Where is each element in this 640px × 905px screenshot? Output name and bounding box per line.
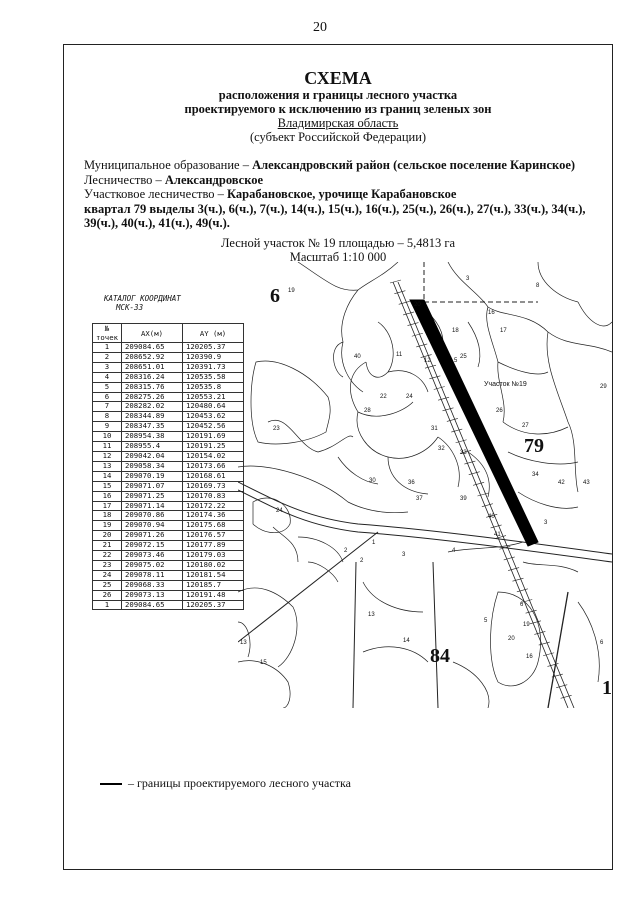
cell-point: 6 <box>93 392 122 402</box>
cell-x: 208651.01 <box>122 362 183 372</box>
vydel-number: 27 <box>522 423 529 429</box>
vydel-number: 3 <box>466 276 470 282</box>
vydel-number: 8 <box>536 283 540 289</box>
cell-x: 208275.26 <box>122 392 183 402</box>
cell-point: 18 <box>93 511 122 521</box>
cell-x: 208344.89 <box>122 412 183 422</box>
table-row <box>93 461 244 471</box>
vydel-number: 19 <box>523 622 530 628</box>
vydel-number: 16 <box>488 310 495 316</box>
vydel-number: 3 <box>544 520 548 526</box>
forestry-line <box>84 173 604 188</box>
cell-point: 20 <box>93 531 122 541</box>
vydel-number: 13 <box>240 640 247 646</box>
forest-map <box>238 262 612 708</box>
table-row <box>93 362 244 372</box>
cell-y: 120191.25 <box>183 442 244 452</box>
cell-point: 22 <box>93 551 122 561</box>
cell-x: 209078.11 <box>122 570 183 580</box>
cell-y: 120391.73 <box>183 362 244 372</box>
vydel-number: 5 <box>484 618 488 624</box>
vydel-number: 14 <box>403 638 410 644</box>
quarter-label-84: 84 <box>430 645 450 667</box>
vydel-number: 16 <box>526 654 533 660</box>
cell-point: 23 <box>93 560 122 570</box>
vydel-number: 5 <box>454 358 458 364</box>
vydel-number: 19 <box>288 288 295 294</box>
district-label: Участковое лесничество – <box>84 187 228 201</box>
cell-point: 4 <box>93 372 122 382</box>
vydel-number: 37 <box>416 496 423 502</box>
municipal-line <box>84 158 604 173</box>
vydel-number: 6 <box>600 640 604 646</box>
cell-y: 120172.22 <box>183 501 244 511</box>
cell-point: 25 <box>93 580 122 590</box>
table-row <box>93 501 244 511</box>
title-block <box>63 68 613 144</box>
vydel-number: 3 <box>402 552 406 558</box>
cell-y: 120191.48 <box>183 590 244 600</box>
forestry-value: Александровское <box>164 172 264 187</box>
cell-y: 120174.36 <box>183 511 244 521</box>
vydel-number: 4 <box>452 548 456 554</box>
table-row <box>93 412 244 422</box>
vydel-number: 22 <box>380 394 387 400</box>
cell-y: 120480.64 <box>183 402 244 412</box>
municipal-label: Муниципальное образование – <box>84 158 253 172</box>
col-header-y: AY (м) <box>183 324 244 343</box>
cell-y: 120452.56 <box>183 422 244 432</box>
cell-y: 120390.9 <box>183 352 244 362</box>
cell-point: 3 <box>93 362 122 372</box>
vydel-number: 17 <box>500 328 507 334</box>
cell-x: 208955.4 <box>122 442 183 452</box>
vydel-number: 1 <box>372 540 376 546</box>
coordinates-table-body <box>93 343 244 610</box>
vydel-number: 23 <box>273 426 280 432</box>
cell-y: 120176.57 <box>183 531 244 541</box>
table-row <box>93 551 244 561</box>
vydel-number: 43 <box>583 480 590 486</box>
cell-y: 120185.7 <box>183 580 244 590</box>
cell-x: 208347.35 <box>122 422 183 432</box>
district-line <box>84 187 604 202</box>
cell-point: 7 <box>93 402 122 412</box>
vydel-number: 33 <box>460 450 467 456</box>
scale-line: Масштаб 1:10 000 <box>289 250 387 264</box>
table-row <box>93 402 244 412</box>
table-row <box>93 422 244 432</box>
cell-y: 120205.37 <box>183 600 244 610</box>
vydel-number: 39 <box>460 496 467 502</box>
table-row <box>93 352 244 362</box>
table-row <box>93 432 244 442</box>
cell-x: 209070.94 <box>122 521 183 531</box>
cell-x: 209084.65 <box>122 343 183 353</box>
cell-x: 209071.14 <box>122 501 183 511</box>
plot-area-line: Лесной участок № 19 площадью – 5,4813 га <box>220 236 456 250</box>
cell-y: 120168.61 <box>183 471 244 481</box>
cell-y: 120181.54 <box>183 570 244 580</box>
cell-y: 120553.21 <box>183 392 244 402</box>
table-row <box>93 343 244 353</box>
cell-x: 209042.04 <box>122 451 183 461</box>
plot-label: Участок №19 <box>484 381 527 388</box>
title-line-1: расположения и границы лесного участка <box>218 88 458 102</box>
cell-point: 26 <box>93 590 122 600</box>
table-row <box>93 382 244 392</box>
cell-y: 120180.02 <box>183 560 244 570</box>
vydel-number: 25 <box>460 354 467 360</box>
legend-line-sample <box>100 783 122 785</box>
cell-point: 17 <box>93 501 122 511</box>
cell-y: 120535.8 <box>183 382 244 392</box>
table-row <box>93 521 244 531</box>
title-main: СХЕМА <box>304 68 372 88</box>
cell-x: 209073.46 <box>122 551 183 561</box>
legend <box>100 776 351 791</box>
cell-point: 12 <box>93 451 122 461</box>
vydel-number: 40 <box>488 514 495 520</box>
cell-y: 120453.62 <box>183 412 244 422</box>
table-row <box>93 511 244 521</box>
vydel-number: 41 <box>494 532 501 538</box>
table-row <box>93 471 244 481</box>
cell-point: 1 <box>93 600 122 610</box>
title-line-2: проектируемого к исключению из границ зеленых зон <box>184 102 492 116</box>
cell-point: 24 <box>93 570 122 580</box>
vydel-number: 31 <box>431 426 438 432</box>
vydel-number: 11 <box>396 352 403 358</box>
vydel-number: 26 <box>496 408 503 414</box>
cell-y: 120535.58 <box>183 372 244 382</box>
quarter-label-1: 1 <box>602 677 612 699</box>
cell-x: 209068.33 <box>122 580 183 590</box>
table-row <box>93 372 244 382</box>
table-row <box>93 570 244 580</box>
coordinates-table <box>92 323 244 610</box>
cell-x: 209072.15 <box>122 541 183 551</box>
cell-x: 208315.76 <box>122 382 183 392</box>
cell-point: 16 <box>93 491 122 501</box>
vydel-number: 13 <box>368 612 375 618</box>
cell-y: 120177.89 <box>183 541 244 551</box>
cell-point: 21 <box>93 541 122 551</box>
vydel-number: 2 <box>344 548 348 554</box>
vydel-number: 12 <box>424 358 431 364</box>
vydel-number: 42 <box>558 480 565 486</box>
vydel-number: 28 <box>364 408 371 414</box>
municipal-value: Александровский район (сельское поселение Каринское) <box>252 158 576 172</box>
cell-x: 209070.19 <box>122 471 183 481</box>
cell-y: 120170.83 <box>183 491 244 501</box>
cell-x: 208652.92 <box>122 352 183 362</box>
vydel-number: 24 <box>406 394 413 400</box>
cell-point: 15 <box>93 481 122 491</box>
catalog-title-line-1: КАТАЛОГ КООРДИНАТ <box>104 294 181 303</box>
vydel-number: 20 <box>414 302 421 308</box>
cell-y: 120154.02 <box>183 451 244 461</box>
quarter-label-79: 79 <box>524 435 544 457</box>
cell-y: 120169.73 <box>183 481 244 491</box>
cell-x: 209071.25 <box>122 491 183 501</box>
cell-point: 9 <box>93 422 122 432</box>
legend-text: – границы проектируемого лесного участка <box>128 776 351 790</box>
col-header-x: AX(м) <box>122 324 183 343</box>
page-number: 20 <box>313 20 327 35</box>
district-value: Карабановское, урочище Карабановское <box>227 187 457 201</box>
catalog-title <box>104 294 181 312</box>
cell-point: 1 <box>93 343 122 353</box>
catalog-title-line-2: МСК-33 <box>116 303 144 312</box>
table-row <box>93 392 244 402</box>
table-row <box>93 481 244 491</box>
cell-point: 5 <box>93 382 122 392</box>
table-row <box>93 531 244 541</box>
table-row <box>93 541 244 551</box>
vydel-number: 34 <box>532 472 539 478</box>
vydel-number: 29 <box>600 384 607 390</box>
vydel-number: 36 <box>408 480 415 486</box>
cell-y: 120175.68 <box>183 521 244 531</box>
cell-x: 209071.26 <box>122 531 183 541</box>
table-row <box>93 580 244 590</box>
cell-x: 209058.34 <box>122 461 183 471</box>
vydel-number: 32 <box>438 446 445 452</box>
forestry-label: Лесничество – <box>84 172 165 187</box>
vydel-number: 15 <box>260 660 267 666</box>
region-name: Владимирская область <box>277 116 399 130</box>
table-row <box>93 590 244 600</box>
cell-point: 19 <box>93 521 122 531</box>
cell-x: 208954.38 <box>122 432 183 442</box>
cell-point: 14 <box>93 471 122 481</box>
forest-plot-19 <box>410 300 538 546</box>
cell-y: 120173.66 <box>183 461 244 471</box>
cell-x: 208316.24 <box>122 372 183 382</box>
cell-x: 209071.07 <box>122 481 183 491</box>
cell-point: 10 <box>93 432 122 442</box>
cell-y: 120179.03 <box>183 551 244 561</box>
cell-point: 11 <box>93 442 122 452</box>
cell-x: 209070.86 <box>122 511 183 521</box>
cell-point: 2 <box>93 352 122 362</box>
vydel-number: 24 <box>276 508 283 514</box>
cell-x: 209075.02 <box>122 560 183 570</box>
table-row <box>93 560 244 570</box>
table-row <box>93 442 244 452</box>
cell-x: 208282.02 <box>122 402 183 412</box>
subject-note: (субъект Российской Федерации) <box>249 130 427 144</box>
cell-y: 120205.37 <box>183 343 244 353</box>
vydel-number: 18 <box>452 328 459 334</box>
table-row <box>93 491 244 501</box>
table-row <box>93 600 244 610</box>
cell-y: 120191.69 <box>183 432 244 442</box>
vydel-number: 6 <box>520 602 524 608</box>
col-header-point: № точек <box>93 324 122 343</box>
vydel-number: 30 <box>369 478 376 484</box>
vydel-number: 20 <box>508 636 515 642</box>
vydel-number: 2 <box>360 558 364 564</box>
info-block <box>84 158 604 231</box>
vydel-number: 40 <box>354 354 361 360</box>
cell-point: 8 <box>93 412 122 422</box>
quarter-line: квартал 79 выделы 3(ч.), 6(ч.), 7(ч.), 14(ч.), 15(ч.), 16(ч.), 25(ч.), 26(ч.), 27(ч.), 33(ч.), 34(ч.), 39(ч.), 40(ч.), 41(ч.), 49(ч.). <box>84 201 586 230</box>
cell-x: 209084.65 <box>122 600 183 610</box>
quarter-label-6: 6 <box>270 285 280 307</box>
cell-point: 13 <box>93 461 122 471</box>
table-row <box>93 451 244 461</box>
cell-x: 209073.13 <box>122 590 183 600</box>
